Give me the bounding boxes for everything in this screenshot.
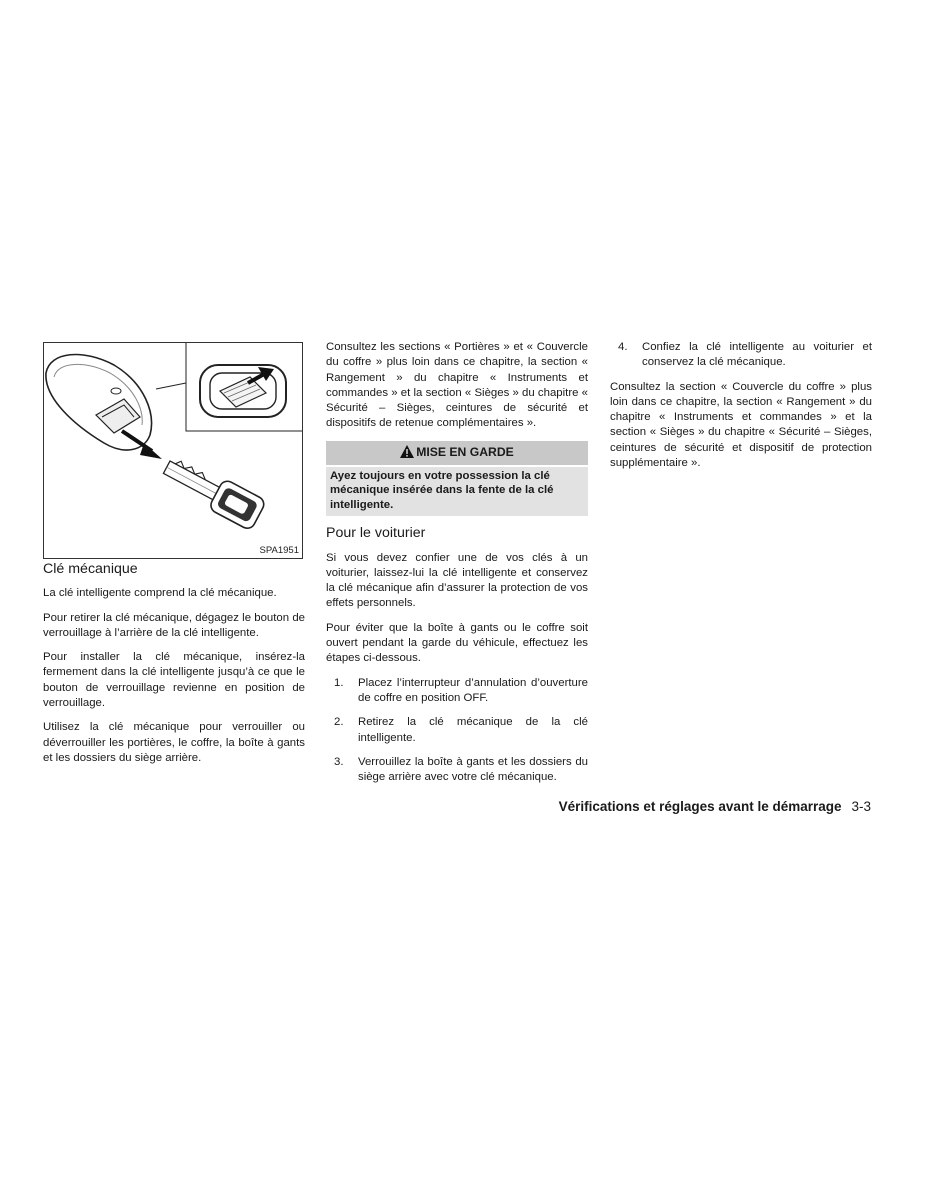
paragraph: Pour installer la clé mécanique, insérez-la fermement dans la clé intelligente jusqu’à ce que le bouton de verrouillage revienne en position de verrouillage. (43, 651, 305, 710)
page-number: 3-3 (851, 799, 871, 814)
steps-list (610, 340, 872, 371)
step-number: 2. (334, 716, 344, 729)
page-footer (559, 799, 871, 814)
warning-icon (400, 445, 414, 462)
key-illustration (43, 342, 303, 559)
step-number: 1. (334, 676, 344, 689)
section-heading-voiturier: Pour le voiturier (326, 525, 426, 542)
list-item (610, 340, 872, 371)
paragraph: Consultez la section « Couvercle du coffre » plus loin dans ce chapitre, la section « Rangement » du chapitre « Instruments et commandes » et la section « Sièges » du chapitre « Sécurité – Sièges, ceintures de sécurité et dispositif de protection supplémentaire ». (610, 380, 872, 470)
smart-key-body (46, 355, 152, 450)
mechanical-key-diagram (44, 343, 302, 558)
column-2 (326, 340, 588, 794)
paragraph: Consultez les sections « Portières » et « Couvercle du coffre » plus loin dans ce chapitre, la section « Rangement » du chapitre « Instruments et commandes » et la section « Sièges » du chapitre « Sécurité – Sièges, ceintures de sécurité et dispositifs de retenue complémentaires ». (326, 341, 588, 430)
paragraph: La clé intelligente comprend la clé mécanique. (43, 587, 277, 600)
list-item (326, 715, 588, 746)
step-text: Verrouillez la boîte à gants et les dossiers du siège arrière avec votre clé mécanique. (358, 755, 588, 784)
figure-code: SPA1951 (259, 545, 299, 556)
paragraph: Si vous devez confier une de vos clés à un voiturier, laissez-lui la clé intelligente et conservez la clé mécanique afin d’assurer la protection de vos effets personnels. (326, 551, 588, 610)
warning-title: MISE EN GARDE (416, 444, 514, 459)
chapter-title: Vérifications et réglages avant le démarrage (558, 799, 842, 814)
step-number: 4. (618, 341, 628, 353)
paragraph: Utilisez la clé mécanique pour verrouiller ou déverrouiller les portières, le coffre, la boîte à gants et les dossiers du siège arrière. (43, 721, 305, 764)
step-number: 3. (334, 755, 344, 768)
column-3 (610, 340, 872, 480)
paragraph: Pour retirer la clé mécanique, dégagez le bouton de verrouillage à l’arrière de la clé intelligente. (43, 611, 305, 639)
step-text: Confiez la clé intelligente au voiturier et conservez la clé mécanique. (642, 341, 872, 369)
steps-list (326, 676, 588, 786)
warning-header (326, 441, 588, 465)
paragraph: Pour éviter que la boîte à gants ou le coffre soit ouvert pendant la garde du véhicule, effectuez les étapes ci-dessous. (326, 621, 588, 665)
column-1 (43, 555, 305, 775)
section-heading-cle-mecanique: Clé mécanique (43, 561, 138, 577)
list-item (326, 676, 588, 707)
step-text: Placez l’interrupteur d’annulation d’ouverture de coffre en position OFF. (358, 676, 588, 704)
step-text: Retirez la clé mécanique de la clé intelligente. (358, 716, 588, 744)
warning-text: Ayez toujours en votre possession la clé mécanique insérée dans la fente de la clé intelligente. (326, 467, 588, 516)
list-item (326, 755, 588, 786)
warning-box (326, 441, 588, 517)
mechanical-key (159, 452, 267, 531)
